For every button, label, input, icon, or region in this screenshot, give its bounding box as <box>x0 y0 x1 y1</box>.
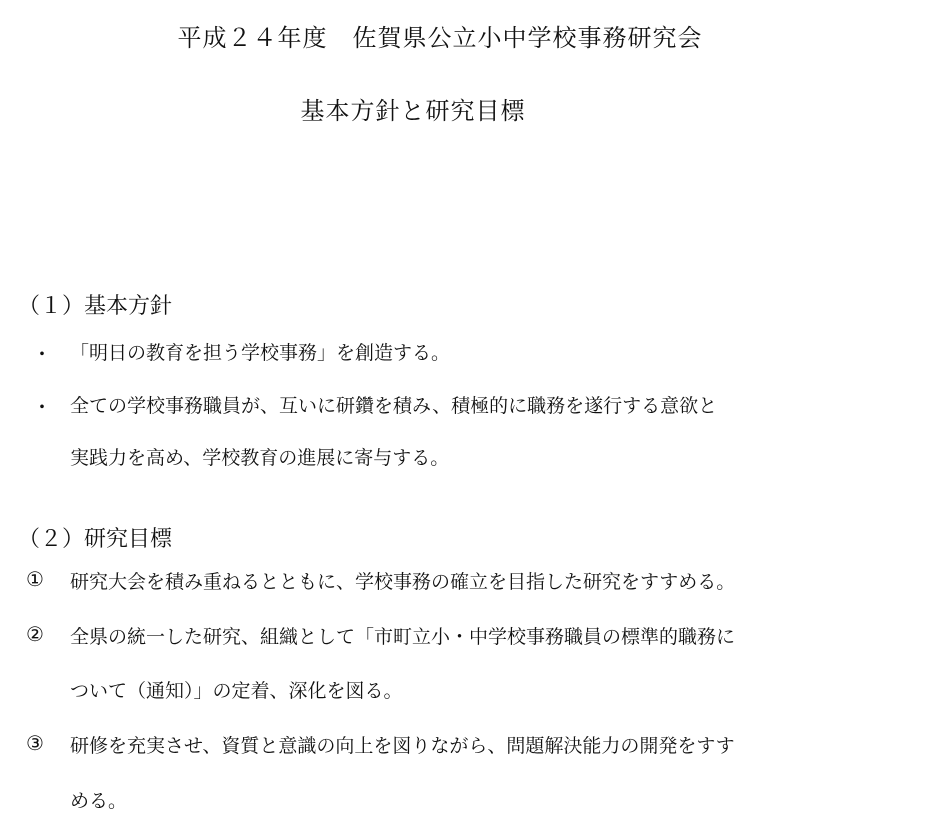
policy-item-text-continued: 実践力を高め、学校教育の進展に寄与する。 <box>70 447 450 469</box>
goal-item-text-continued: ついて（通知）」の定着、深化を図る。 <box>70 680 403 702</box>
number-marker: ③ <box>26 731 44 755</box>
goal-item-text-continued: める。 <box>70 790 128 812</box>
document-title: 平成２４年度 佐賀県公立小中学校事務研究会 <box>177 24 703 52</box>
document-subtitle: 基本方針と研究目標 <box>300 97 526 125</box>
goal-item-text: 全県の統一した研究、組織として「市町立小・中学校事務職員の標準的職務に <box>70 626 736 648</box>
section-heading-basic-policy: （１）基本方針 <box>18 294 173 319</box>
goal-item-text: 研究大会を積み重ねるとともに、学校事務の確立を目指した研究をすすめる。 <box>70 571 736 593</box>
goal-item-text: 研修を充実させ、資質と意識の向上を図りながら、問題解決能力の開発をすす <box>70 735 735 757</box>
bullet-marker: ・ <box>32 342 52 366</box>
section-heading-research-goals: （２）研究目標 <box>18 527 173 552</box>
policy-item-text: 全ての学校事務職員が、互いに研鑽を積み、積極的に職務を遂行する意欲と <box>70 395 718 417</box>
policy-item-text: 「明日の教育を担う学校事務」を創造する。 <box>70 342 451 364</box>
bullet-marker: ・ <box>32 395 52 419</box>
number-marker: ② <box>26 622 44 646</box>
number-marker: ① <box>26 567 44 591</box>
